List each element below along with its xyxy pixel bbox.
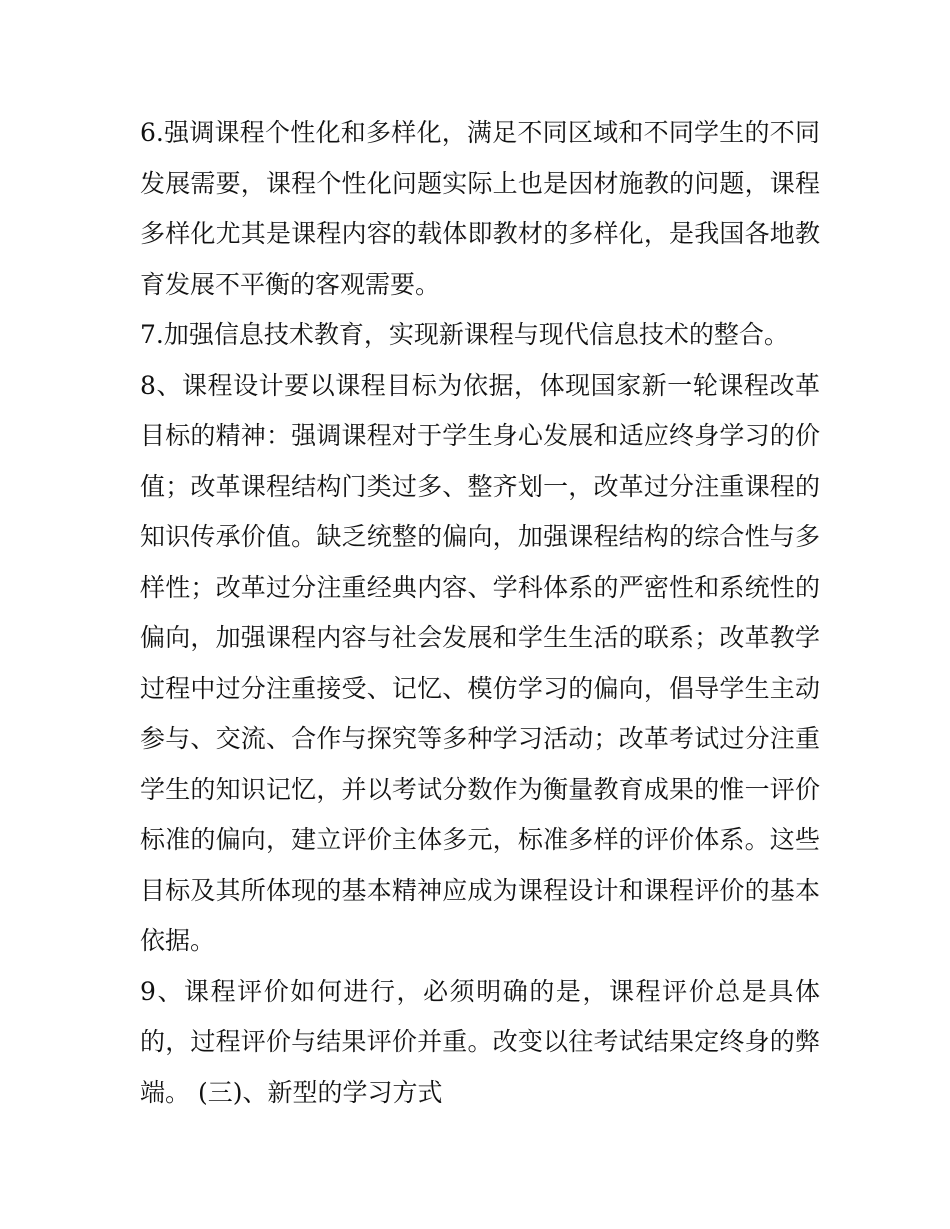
paragraph-9: 9、课程评价如何进行，必须明确的是，课程评价总是具体的，过程评价与结果评价并重。改变以往考试结果定终身的弊端。 (三)、新型的学习方式 (140, 976, 820, 1107)
paragraph-8: 8、课程设计要以课程目标为依据，体现国家新一轮课程改革目标的精神：强调课程对于学生身心发展和适应终身学习的价值；改革课程结构门类过多、整齐划一，改革过分注重课程的知识传承价值。缺乏统整的偏向，加强课程结构的综合性与多样性；改革过分注重经典内容、学科体系的严密性和系统性的偏向，加强课程内容与社会发展和学生生活的联系；改革教学过程中过分注重接受、记忆、模仿学习的偏向，倡导学生主动参与、交流、合作与探究等多种学习活动；改革考试过分注重学生的知识记忆，并以考试分数作为衡量教育成果的惟一评价标准的偏向，建立评价主体多元，标准多样的评价体系。这些目标及其所体现的基本精神应成为课程设计和课程评价的基本依据。 (140, 370, 820, 955)
document-body (140, 108, 820, 1118)
paragraph-7: 7.加强信息技术教育，实现新课程与现代信息技术的整合。 (140, 320, 789, 349)
paragraph-6: 6.强调课程个性化和多样化，满足不同区域和不同学生的不同发展需要，课程个性化问题实际上也是因材施教的问题，课程多样化尤其是课程内容的载体即教材的多样化，是我国各地教育发展不平衡的客观需要。 (140, 118, 820, 299)
